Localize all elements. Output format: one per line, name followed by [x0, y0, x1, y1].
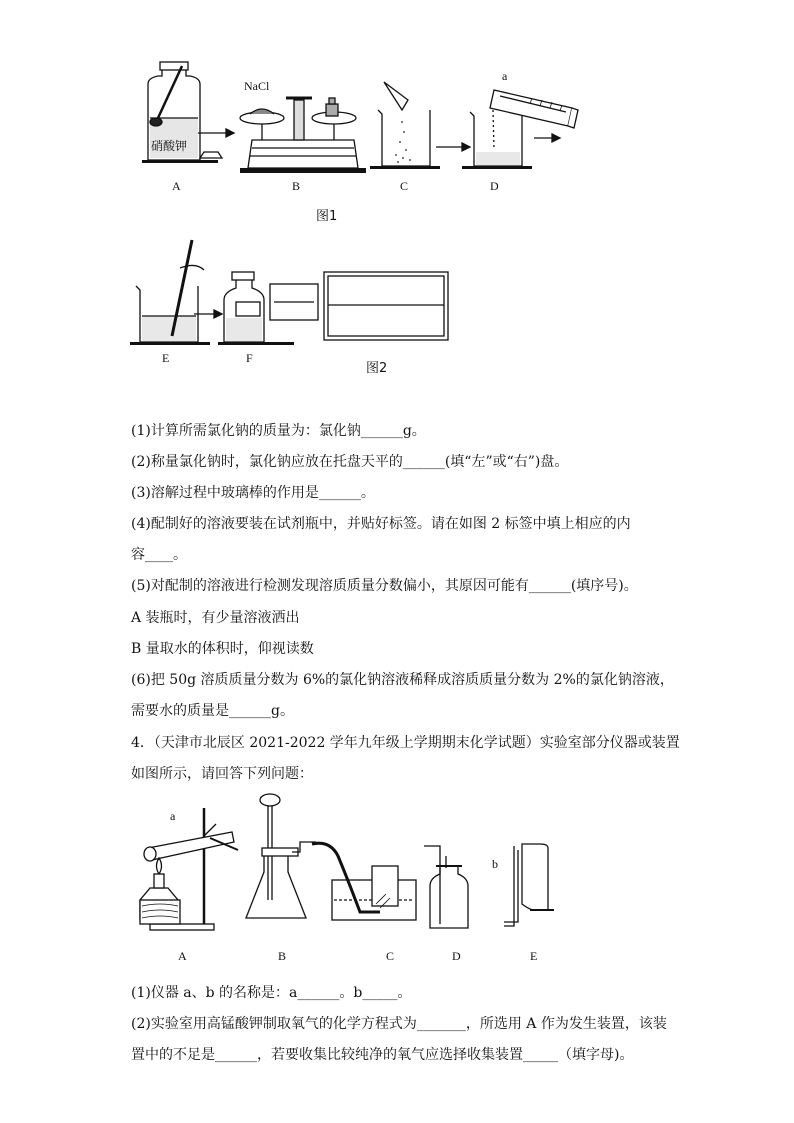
fig3-label-e: E: [530, 949, 538, 963]
bottle-label: 硝酸钾: [151, 139, 188, 153]
pointer-a-fig3: a: [170, 809, 176, 823]
question-line-9: (6)把 50g 溶质质量分数为 6%的氯化钠溶液稀释成溶质质量分数为 2%的氯化钠溶液，: [131, 672, 674, 688]
figure1-caption: 图1: [316, 209, 338, 224]
question2-line-2: (2)实验室用高锰酸钾制取氧气的化学方程式为_______，所选用 A 作为发生装置，该装: [131, 1016, 667, 1032]
fig3-label-a: A: [178, 949, 187, 963]
apparatus-e: [504, 844, 554, 926]
question-line-4: (4)配制好的溶液要装在试剂瓶中，并贴好标签。请在如图 2 标签中填上相应的内: [131, 516, 631, 532]
pointer-a: a: [502, 69, 508, 83]
fig1-label-b: B: [292, 179, 301, 193]
question-line-2: (2)称量氯化钠时，氯化钠应放在托盘天平的______(填“左”或“右”)盘。: [131, 454, 569, 470]
question-4-header: 4．（天津市北辰区 2021-2022 学年九年级上学期期末化学试题）实验室部分仪器或装置: [131, 735, 680, 751]
question-4-header-2: 如图所示，请回答下列问题：: [131, 766, 313, 782]
question2-line-3: 置中的不足是______，若要收集比较纯净的氧气应选择收集装置_____（填字母)。: [131, 1047, 634, 1063]
question-line-6: (5)对配制的溶液进行检测发现溶质质量分数偏小，其原因可能有______(填序号)。: [131, 578, 638, 594]
question-line-3: (3)溶解过程中玻璃棒的作用是______。: [131, 485, 375, 501]
apparatus-c: [312, 843, 416, 920]
fig2-label-f: F: [246, 351, 253, 365]
question2-line-1: (1)仪器 a、b 的名称是：a______。b_____。: [131, 985, 412, 1001]
option-a: A 装瓶时，有少量溶液洒出: [131, 610, 300, 626]
question-line-10: 需要水的质量是______g。: [131, 703, 294, 719]
option-b: B 量取水的体积时，仰视读数: [131, 641, 314, 657]
question-line-1: (1)计算所需氯化钠的质量为：氯化钠______g。: [131, 423, 426, 439]
fig2-label-e: E: [162, 351, 170, 365]
apparatus-a: [140, 808, 238, 930]
figure2-caption: 图2: [366, 361, 388, 376]
fig3-label-b: B: [278, 949, 287, 963]
apparatus-d: [424, 846, 468, 928]
apparatus-b: [246, 794, 316, 918]
question-line-5: 容____。: [131, 547, 187, 563]
fig3-label-d: D: [452, 949, 461, 963]
fig1-label-a: A: [172, 179, 181, 193]
fig1-label-c: C: [400, 179, 409, 193]
nacl-label: NaCl: [244, 79, 270, 93]
pointer-b-fig3: b: [492, 857, 498, 871]
fig1-label-d: D: [490, 179, 499, 193]
fig3-label-c: C: [386, 949, 395, 963]
